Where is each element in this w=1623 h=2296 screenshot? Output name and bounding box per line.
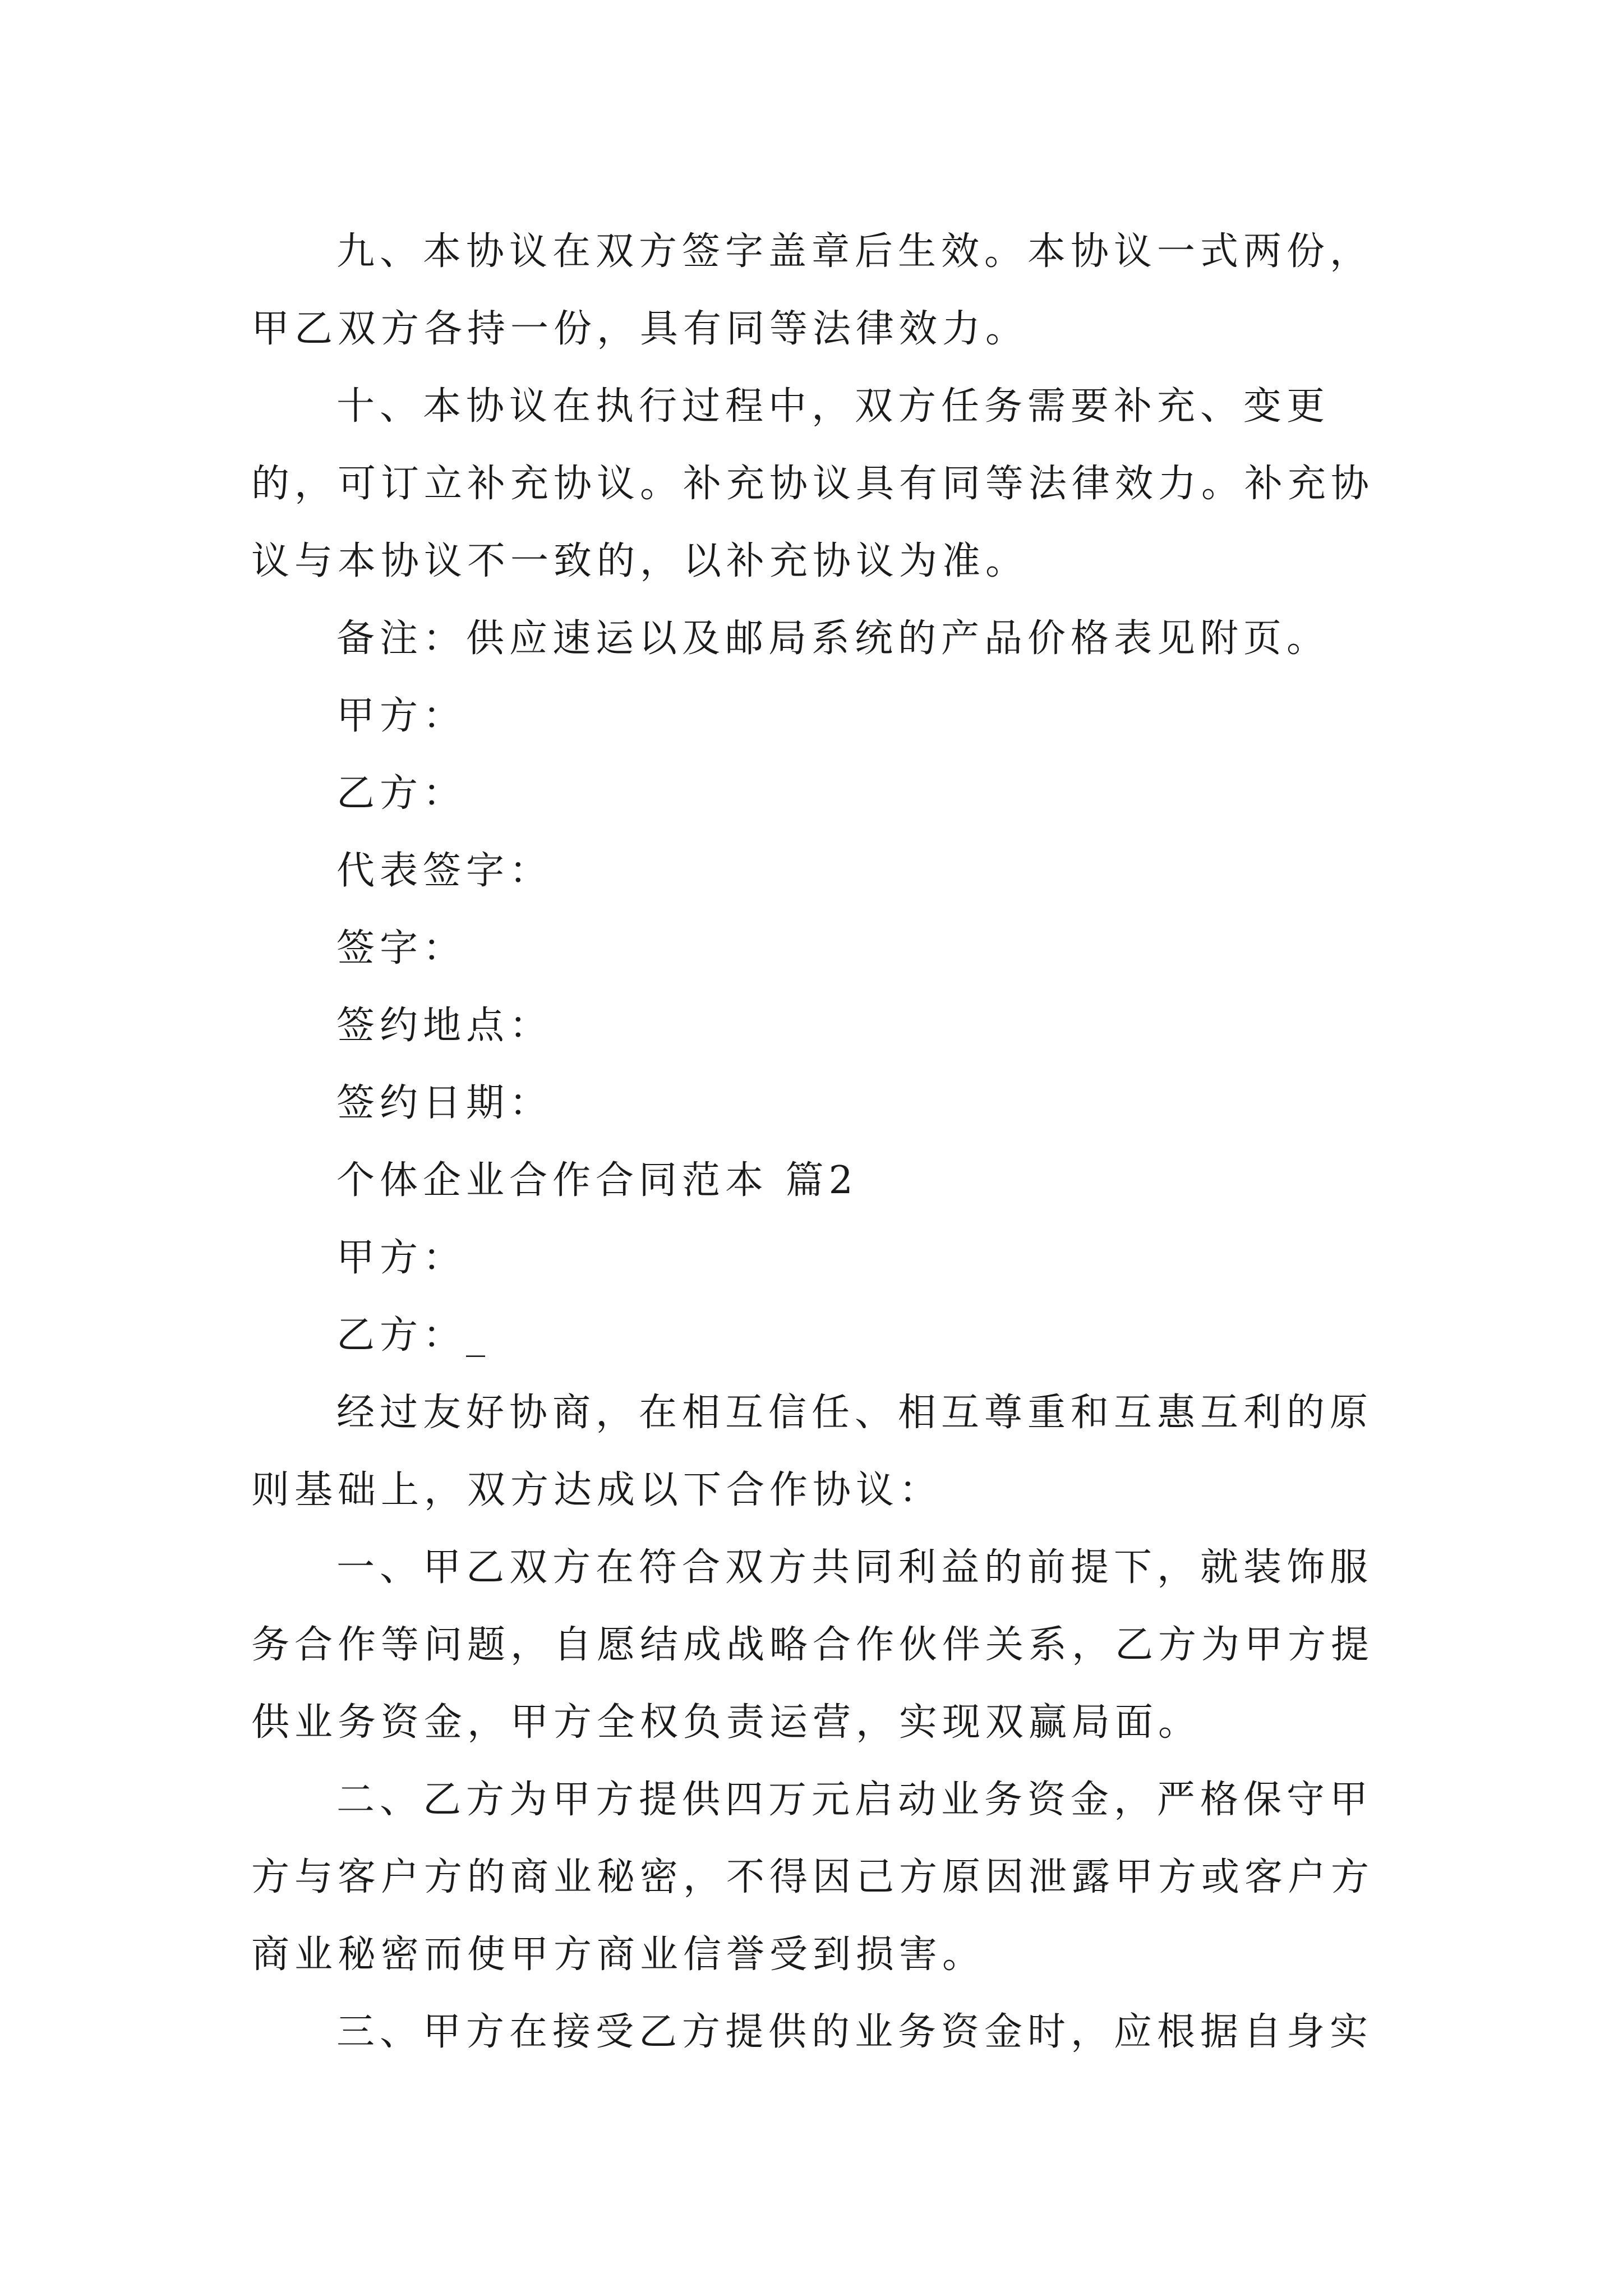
clause-two: 二、乙方为甲方提供四万元启动业务资金，严格保守甲方与客户方的商业秘密，不得因己方原因泄露甲方或客户方商业秘密而使甲方商业信誉受到损害。 bbox=[251, 1778, 1375, 1977]
party-a-label: 甲方： bbox=[336, 694, 467, 738]
party-a-label-2: 甲方： bbox=[336, 1236, 467, 1280]
signing-place-label: 签约地点： bbox=[336, 1004, 553, 1048]
clause-three: 三、甲方在接受乙方提供的业务资金时，应根据自身实 bbox=[336, 2010, 1373, 2054]
preamble: 经过友好协商，在相互信任、相互尊重和互惠互利的原则基础上，双方达成以下合作协议： bbox=[251, 1391, 1373, 1512]
section-heading: 个体企业合作合同范本 篇2 bbox=[336, 1158, 858, 1203]
clause-ten: 十、本协议在执行过程中，双方任务需要补充、变更的，可订立补充协议。补充协议具有同等法律效力。补充协议与本协议不一致的，以补充协议为准。 bbox=[251, 384, 1375, 583]
representative-signature-label: 代表签字： bbox=[336, 849, 553, 893]
clause-one: 一、甲乙双方在符合双方共同利益的前提下，就装饰服务合作等问题，自愿结成战略合作伙伴关系，乙方为甲方提供业务资金，甲方全权负责运营，实现双赢局面。 bbox=[251, 1545, 1375, 1745]
signature-label: 签字： bbox=[336, 926, 467, 970]
party-b-label: 乙方： bbox=[336, 771, 467, 816]
remark-line: 备注：供应速运以及邮局系统的产品价格表见附页。 bbox=[336, 616, 1330, 661]
document-body bbox=[251, 213, 1378, 2071]
clause-nine: 九、本协议在双方签字盖章后生效。本协议一式两份，甲乙双方各持一份，具有同等法律效力。 bbox=[251, 229, 1373, 351]
signing-date-label: 签约日期： bbox=[336, 1081, 553, 1125]
party-b-label-2: 乙方：_ bbox=[336, 1313, 491, 1358]
